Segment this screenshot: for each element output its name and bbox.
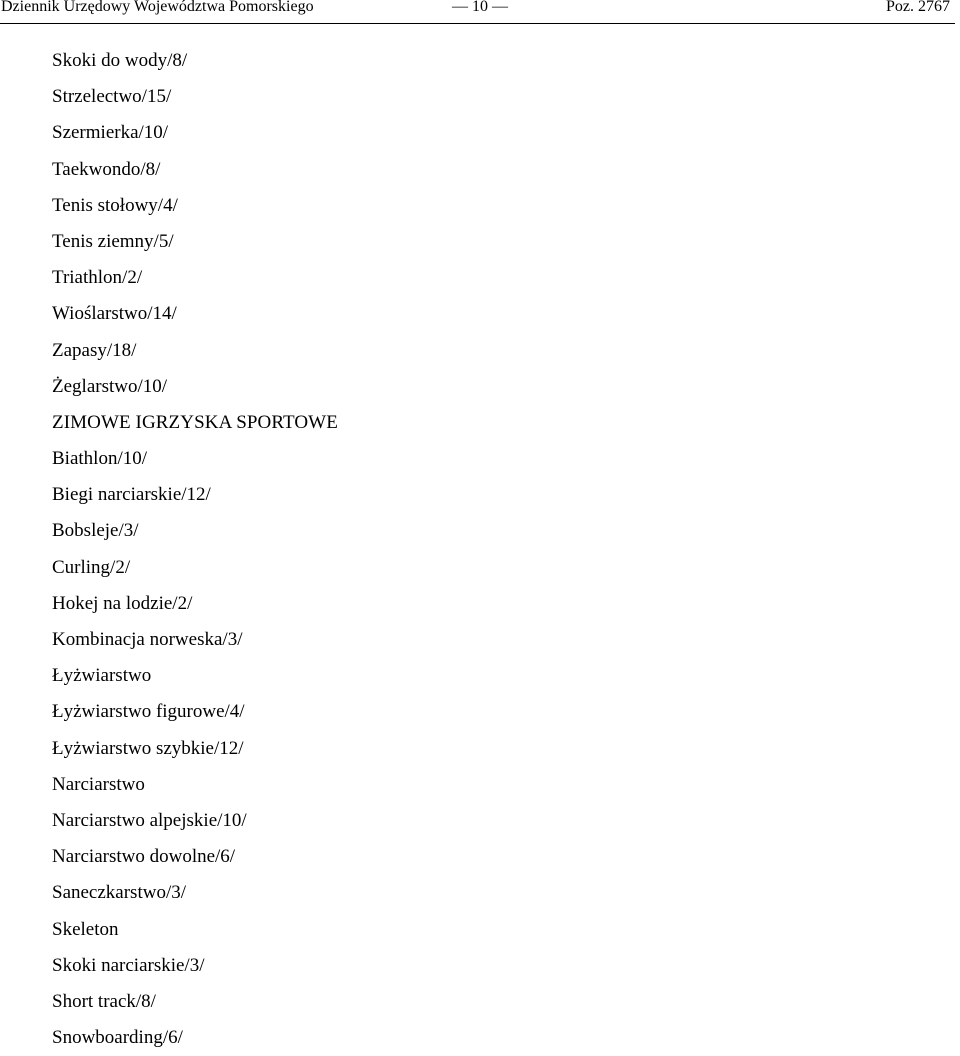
page-header [0, 0, 955, 24]
list-item: Łyżwiarstwo figurowe/4/ [52, 701, 245, 723]
list-item: Short track/8/ [52, 990, 156, 1012]
list-item: Zapasy/18/ [52, 339, 137, 361]
list-item: Narciarstwo alpejskie/10/ [52, 809, 247, 831]
list-item: Taekwondo/8/ [52, 158, 161, 180]
section-heading: ZIMOWE IGRZYSKA SPORTOWE [52, 411, 338, 433]
list-item: Narciarstwo dowolne/6/ [52, 846, 236, 868]
list-item: Narciarstwo [52, 773, 145, 795]
list-item: Biathlon/10/ [52, 448, 147, 470]
list-item: Triathlon/2/ [52, 267, 143, 289]
sports-discipline-list [52, 43, 338, 1056]
list-item: Wioślarstwo/14/ [52, 303, 177, 325]
journal-name: Dziennik Urzędowy Województwa Pomorskiego [1, 0, 314, 15]
list-item: Strzelectwo/15/ [52, 86, 172, 108]
list-item: Szermierka/10/ [52, 122, 169, 144]
list-item: Skeleton [52, 918, 119, 940]
list-item: Tenis stołowy/4/ [52, 194, 178, 216]
list-item: Saneczkarstwo/3/ [52, 882, 187, 904]
list-item: Łyżwiarstwo szybkie/12/ [52, 737, 244, 759]
list-item: Łyżwiarstwo [52, 665, 152, 687]
list-item: Biegi narciarskie/12/ [52, 484, 211, 506]
page-number: — 10 — [452, 0, 508, 15]
position-number: Poz. 2767 [886, 0, 950, 15]
list-item: Kombinacja norweska/3/ [52, 629, 243, 650]
list-item: Snowboarding/6/ [52, 1027, 183, 1049]
list-item: Hokej na lodzie/2/ [52, 592, 193, 614]
list-item: Skoki do wody/8/ [52, 50, 188, 71]
list-item: Tenis ziemny/5/ [52, 230, 174, 252]
list-item: Skoki narciarskie/3/ [52, 954, 205, 976]
list-item: Bobsleje/3/ [52, 520, 139, 542]
list-item: Curling/2/ [52, 556, 131, 578]
list-item: Żeglarstwo/10/ [52, 375, 168, 397]
